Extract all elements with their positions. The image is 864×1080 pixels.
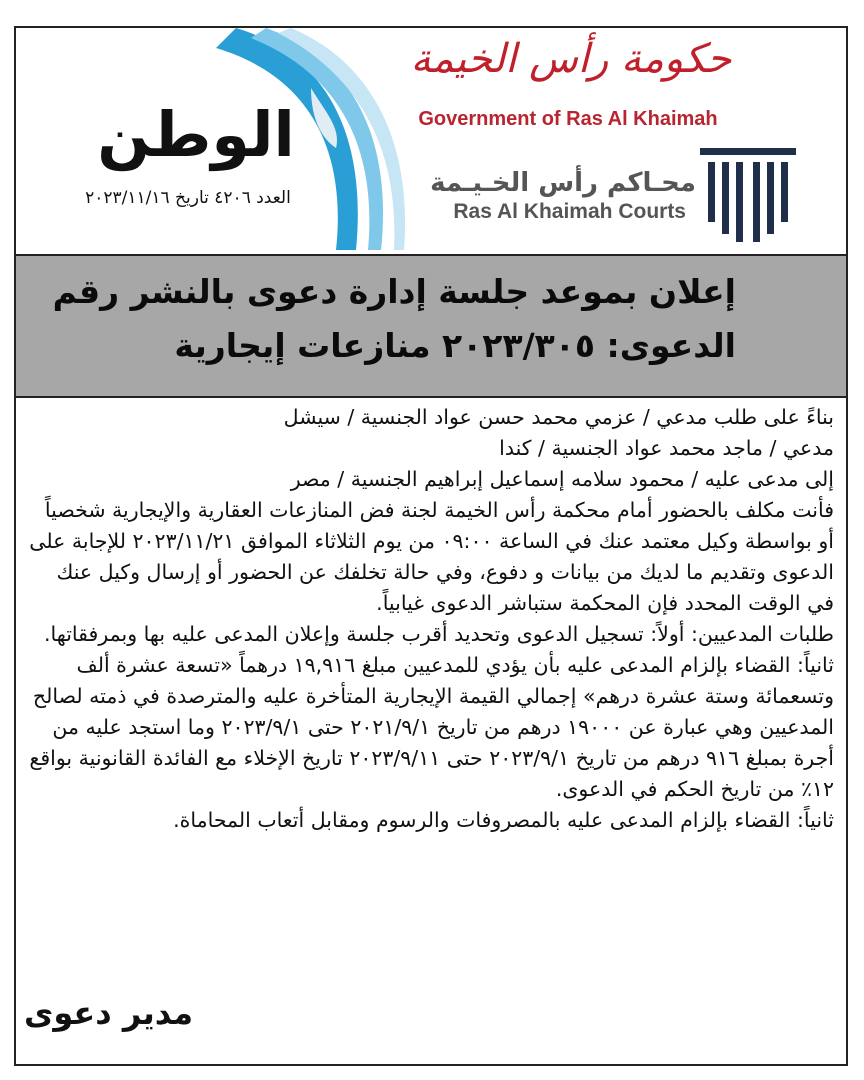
plaintiff-1: بناءً على طلب مدعي / عزمي محمد حسن عواد الجنسية / سيشل bbox=[283, 405, 834, 429]
defendant: إلى مدعى عليه / محمود سلامه إسماعيل إبراهيم الجنسية / مصر bbox=[290, 467, 834, 491]
header bbox=[16, 28, 846, 250]
newspaper-name: الوطن bbox=[97, 98, 295, 171]
announcement-title-line-2: الدعوى: ٢٠٢٣/٣٠٥ منازعات إيجارية bbox=[174, 326, 736, 365]
announcement-title-band bbox=[16, 254, 846, 398]
issue-date: العدد ٤٢٠٦ تاريخ ٢٠٢٣/١١/١٦ bbox=[85, 188, 291, 208]
courts-name-arabic: محـاكم رأس الخـيـمة bbox=[430, 168, 696, 198]
requests-first: طلبات المدعيين: أولاً: تسجيل الدعوى وتحديد أقرب جلسة وإعلان المدعى عليه بها وبمرفقاتها. bbox=[44, 622, 834, 646]
courts-pillars-icon bbox=[700, 146, 796, 242]
announcement-title-line-1: إعلان بموعد جلسة إدارة دعوى بالنشر رقم bbox=[52, 272, 736, 311]
plaintiff-2: مدعي / ماجد محمد عواد الجنسية / كندا bbox=[499, 436, 834, 460]
signature-case-manager: مدير دعوى bbox=[24, 994, 194, 1032]
announcement-frame bbox=[14, 26, 848, 1066]
summons-paragraph: فأنت مكلف بالحضور أمام محكمة رأس الخيمة لجنة فض المنازعات العقارية والإيجارية شخصياً أو بواسطة وكيل معتمد عنك في الساعة ٠٩:٠٠ من يوم الثلاثاء الموافق ٢٠٢٣/١١/٢١ للإجابة على الدعوى وتقديم ما لديك من بيانات و دفوع، وفي حالة تخلفك عن الحضور أو إرسال وكيل عنك في الوقت المحدد فإن المحكمة ستباشر الدعوى غيابياً. bbox=[29, 498, 834, 615]
announcement-body bbox=[28, 402, 834, 836]
requests-second: ثانياً: القضاء بإلزام المدعى عليه بأن يؤدي للمدعيين مبلغ ١٩,٩١٦ درهماً «تسعة عشرة ألف وتسعمائة وستة عشرة درهم» إجمالي القيمة الإيجارية المتأخرة عليه والمترصدة في ذمته لصالح المدعيين وهي عبارة عن ١٩٠٠٠ درهم من تاريخ ٢٠٢١/٩/١ حتى ٢٠٢٣/٩/١ وما استجد عليه من أجرة بمبلغ ٩١٦ درهم من تاريخ ٢٠٢٣/٩/١ حتى ٢٠٢٣/٩/١١ تاريخ الإخلاء مع الفائدة القانونية بواقع ١٢٪ من تاريخ الحكم في الدعوى. bbox=[29, 653, 834, 801]
requests-third: ثانياً: القضاء بإلزام المدعى عليه بالمصروفات والرسوم ومقابل أتعاب المحاماة. bbox=[173, 808, 834, 832]
courts-name-english: Ras Al Khaimah Courts bbox=[453, 200, 686, 223]
government-name-arabic: حكومة رأس الخيمة bbox=[410, 36, 732, 82]
government-name-english: Government of Ras Al Khaimah bbox=[418, 108, 718, 130]
